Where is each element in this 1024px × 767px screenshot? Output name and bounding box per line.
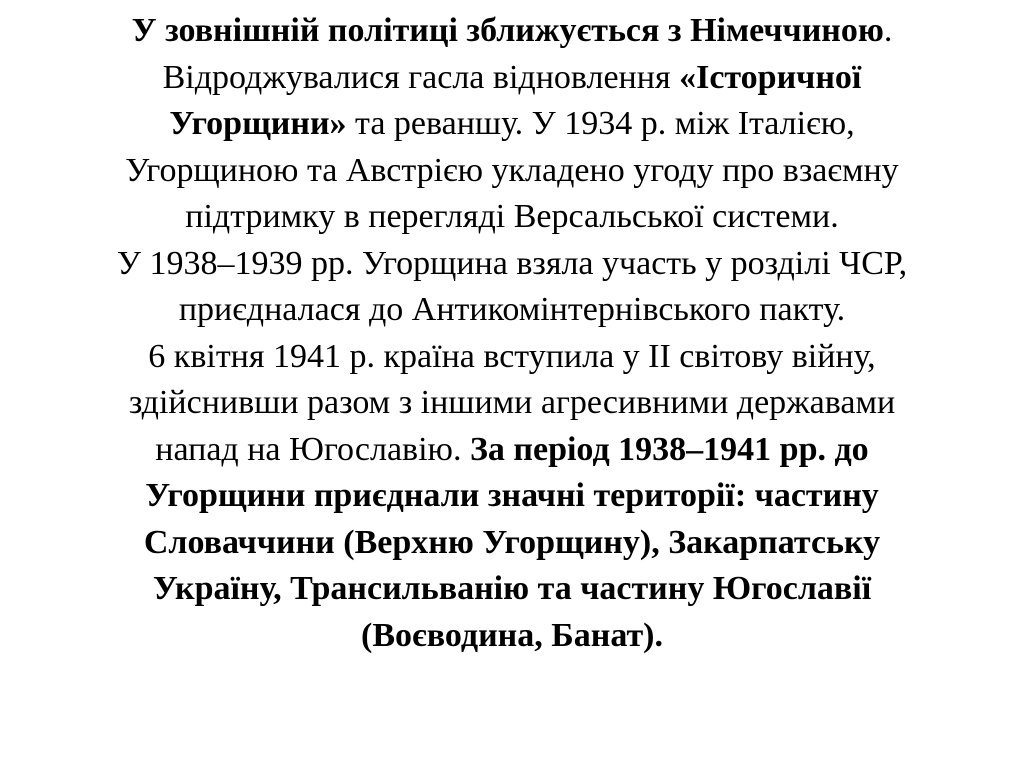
text-run: напад на Югославію. <box>155 430 470 468</box>
text-run: «Історичної <box>679 58 862 96</box>
text-line-12 <box>40 520 984 567</box>
text-line-13 <box>40 566 984 613</box>
text-run: Угорщини» <box>169 105 347 142</box>
text-run: (Воєводина, Банат). <box>361 616 663 654</box>
slide-text <box>40 8 984 659</box>
text-line-5 <box>40 194 984 241</box>
text-line-1 <box>40 8 984 55</box>
text-run: Відроджувалися гасла відновлення <box>162 58 680 96</box>
text-line-11 <box>40 473 984 520</box>
text-line-9 <box>40 380 984 427</box>
text-line-7 <box>40 287 984 334</box>
text-line-3 <box>40 101 984 148</box>
text-run: 6 квітня 1941 р. країна вступила у II світову війну, <box>148 337 876 375</box>
text-line-10 <box>40 427 984 474</box>
text-run: Словаччини (Верхню Угорщину), Закарпатську <box>143 523 881 561</box>
text-run: Угорщини приєднали значні території: частину <box>145 477 879 514</box>
text-run: Україну, Трансильванію та частину Югославії <box>152 570 872 607</box>
text-line-6 <box>40 241 984 288</box>
text-run: . <box>883 12 893 49</box>
text-run: У зовнішній політиці зближується з Німеччиною <box>131 12 884 49</box>
text-run: приєдналася до Антикомінтернівського пакту. <box>178 291 846 328</box>
text-line-14 <box>40 613 984 660</box>
text-run: та реваншу. У 1934 р. між Італією, <box>346 105 855 142</box>
text-run: Угорщиною та Австрією укладено угоду про взаємну <box>125 151 899 189</box>
text-line-2 <box>40 55 984 102</box>
text-run: За період 1938–1941 рр. до <box>469 430 869 468</box>
text-run: У 1938–1939 рр. Угорщина взяла участь у розділі ЧСР, <box>116 244 908 282</box>
text-run: підтримку в перегляді Версальської системи. <box>185 198 839 235</box>
text-run: здійснивши разом з іншими агресивними державами <box>128 384 896 421</box>
text-line-8 <box>40 334 984 381</box>
text-line-4 <box>40 148 984 195</box>
